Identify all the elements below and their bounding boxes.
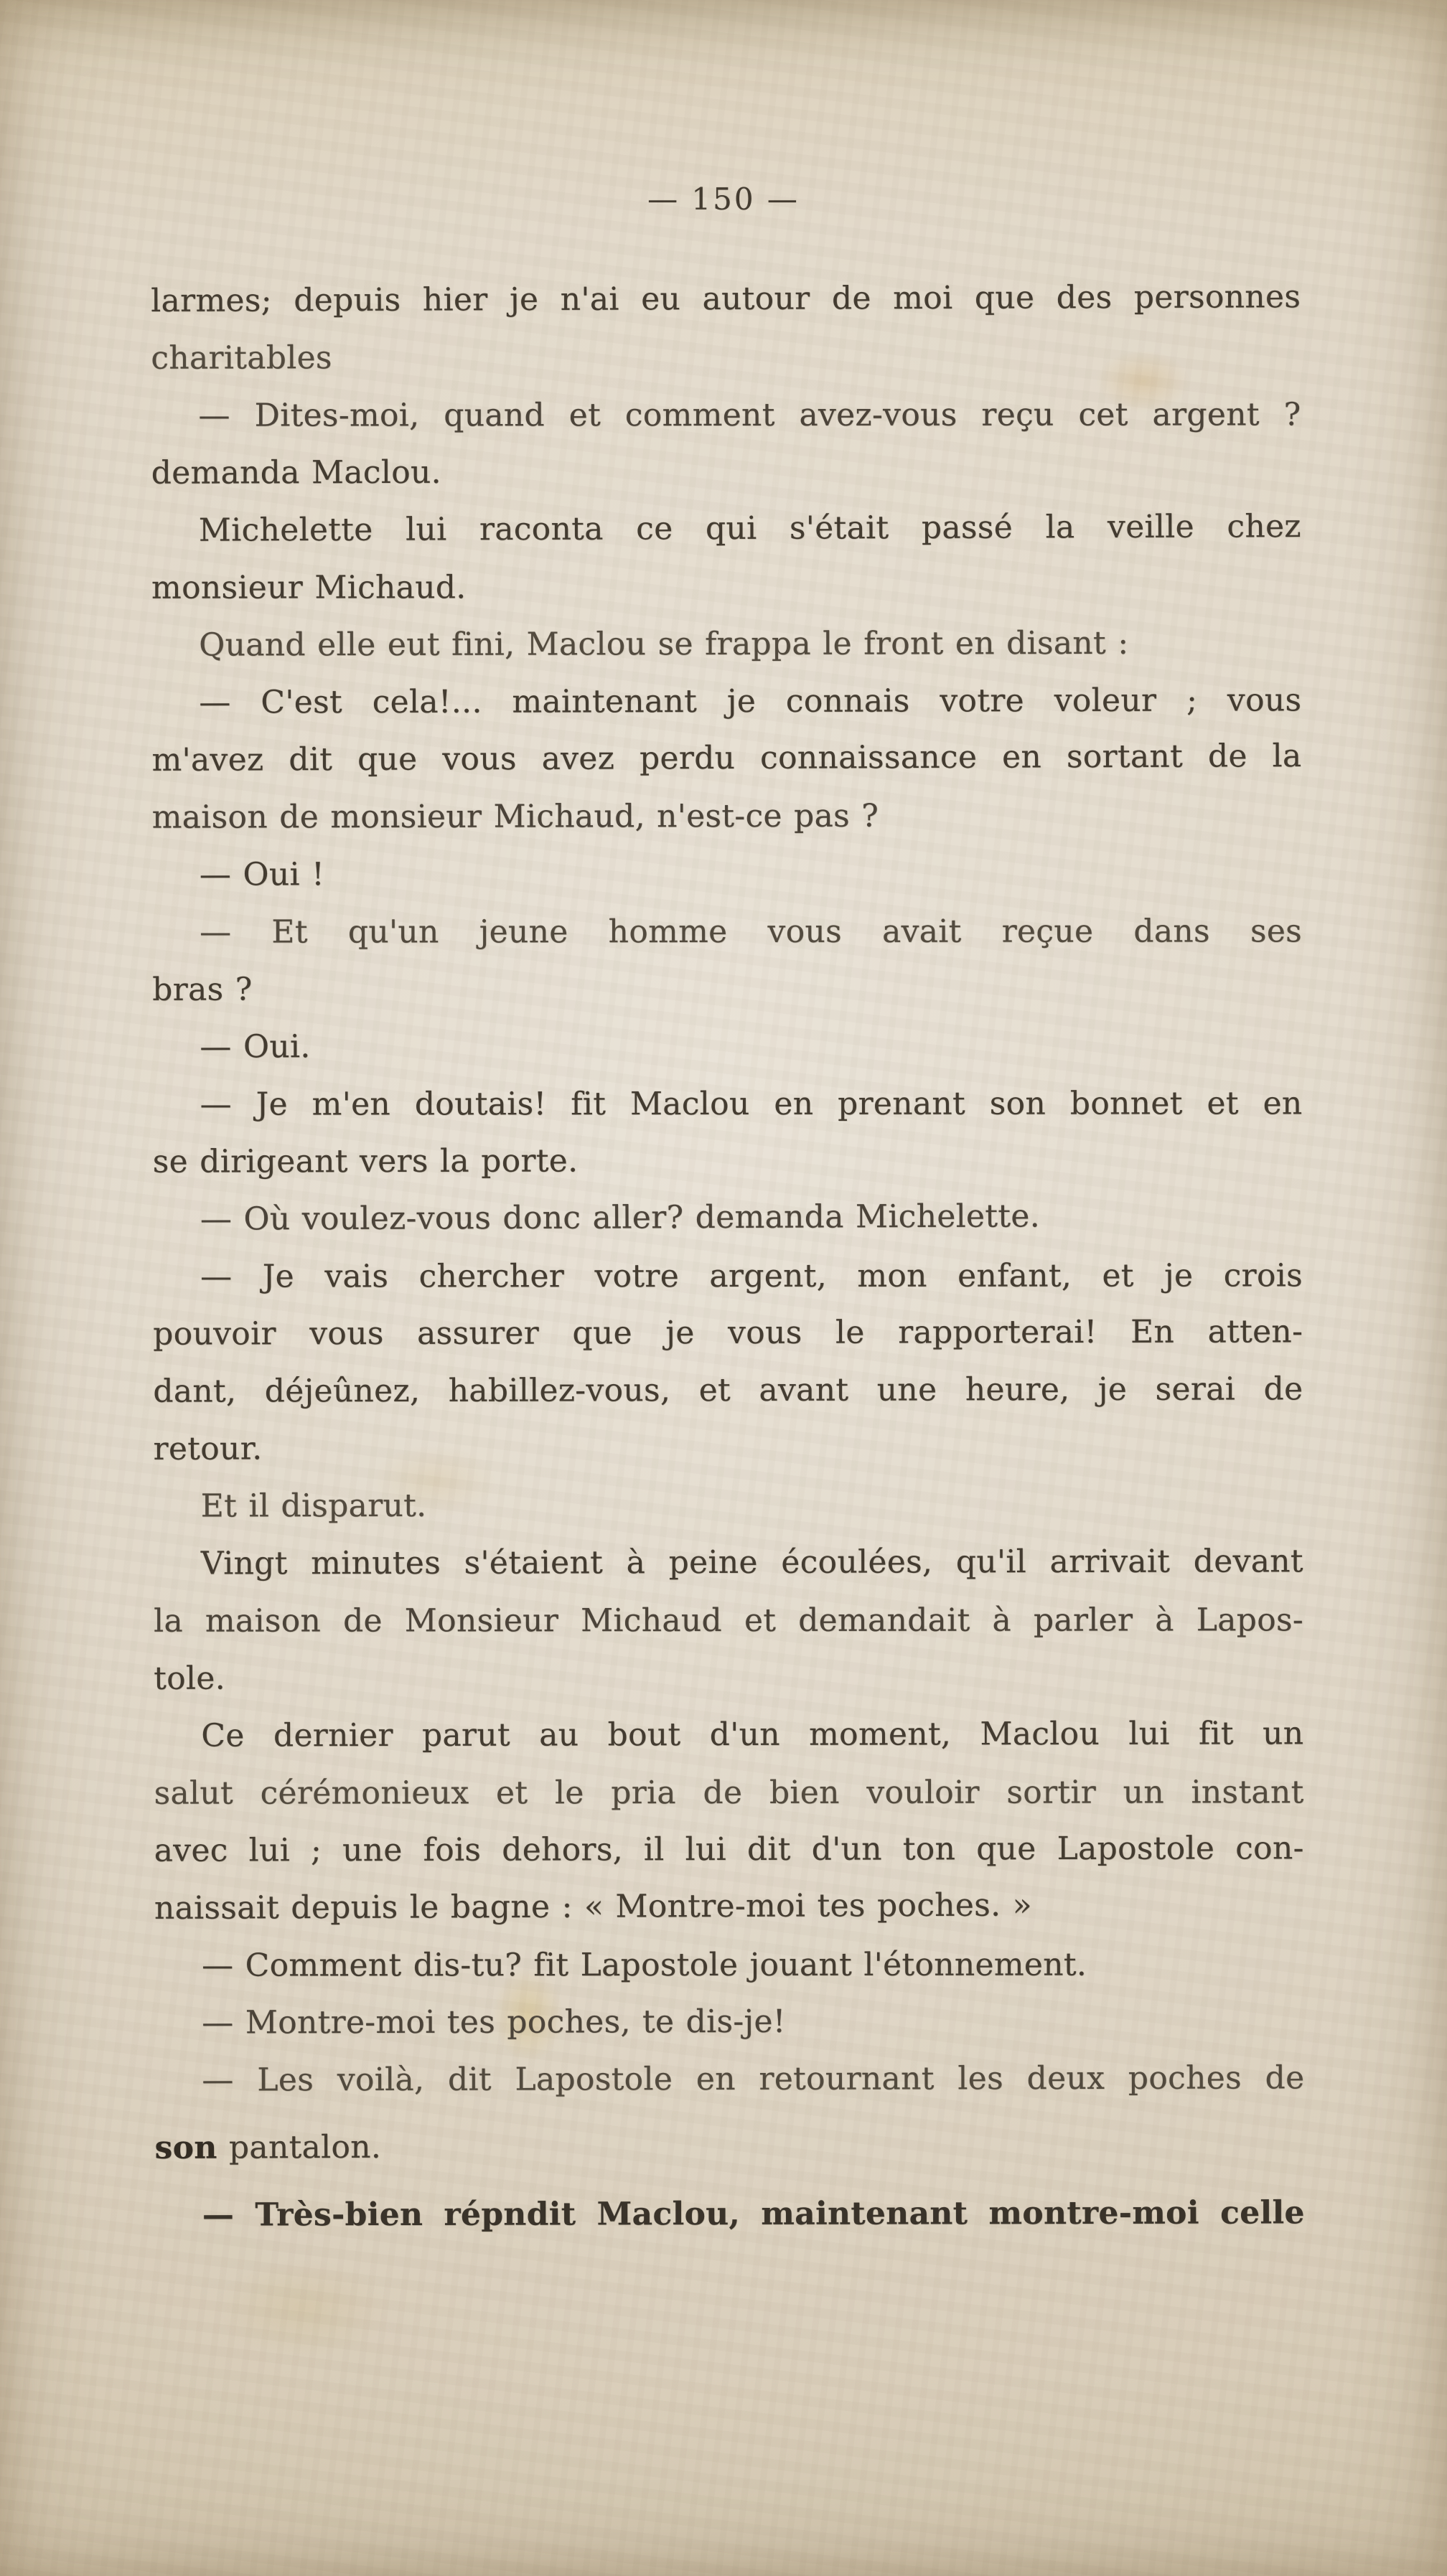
text-line: — Dites-moi, quand et comment avez-vous reçu cet argent ? — [198, 396, 1301, 434]
heavy-ink-word: son — [154, 2129, 217, 2166]
text-block — [151, 270, 1305, 2244]
text-line: — Je m'en doutais! fit Maclou en prenant son bonnet et en — [200, 1085, 1303, 1123]
text-line: la maison de Monsieur Michaud et demandait à parler à Lapos- — [154, 1602, 1304, 1640]
page-number: — 150 — — [647, 182, 800, 217]
text-line: naissait depuis le bagne : « Montre-moi tes poches. » — [154, 1886, 1032, 1927]
text-line: — Très-bien répndit Maclou, maintenant montre-moi celle — [202, 2194, 1305, 2234]
text-line: maison de monsieur Michaud, n'est-ce pas ? — [151, 797, 879, 836]
text-line: tole. — [154, 1660, 226, 1697]
text-line: — Je vais chercher votre argent, mon enfant, et je crois — [200, 1257, 1303, 1295]
text-line: avec lui ; une fois dehors, il lui dit d'un ton que Lapostole con- — [154, 1830, 1304, 1869]
text-line: dant, déjeûnez, habillez-vous, et avant une heure, je serai de — [153, 1371, 1303, 1410]
text-line: bras ? — [152, 971, 253, 1008]
text-line: — Oui ! — [199, 856, 325, 893]
text-line: larmes; depuis hier je n'ai eu autour de moi que des personnes — [151, 278, 1301, 319]
text-line: Vingt minutes s'étaient à peine écoulées, qu'il arrivait devant — [200, 1543, 1303, 1582]
text-line: monsieur Michaud. — [151, 569, 467, 606]
text-line: Michelette lui raconta ce qui s'était passé la veille chez — [198, 508, 1301, 549]
text-line: — C'est cela!... maintenant je connais votre voleur ; vous — [199, 682, 1302, 721]
text-line: Et il disparut. — [200, 1487, 427, 1525]
text-line: son pantalon. — [154, 2128, 382, 2166]
text-line: retour. — [153, 1430, 263, 1467]
text-line: m'avez dit que vous avez perdu connaissance en sortant de la — [151, 738, 1302, 779]
text-line: Ce dernier parut au bout d'un moment, Maclou lui fit un — [201, 1715, 1304, 1754]
text-line: charitables — [151, 339, 332, 377]
text-line: Quand elle eut fini, Maclou se frappa le front en disant : — [199, 624, 1129, 664]
text-line: — Oui. — [200, 1028, 311, 1066]
text-line: — Les voilà, dit Lapostole en retournant les deux poches de — [202, 2059, 1305, 2099]
text-line: demanda Maclou. — [151, 453, 441, 492]
text-line: — Où voulez-vous donc aller? demanda Michelette. — [200, 1198, 1041, 1238]
text-line: — Montre-moi tes poches, te dis-je! — [202, 2003, 786, 2041]
text-line: salut cérémonieux et le pria de bien vouloir sortir un instant — [154, 1774, 1304, 1812]
text-line: se dirigeant vers la porte. — [152, 1142, 579, 1180]
text-line: — Et qu'un jeune homme vous avait reçue dans ses — [200, 913, 1303, 951]
text-line: — Comment dis-tu? fit Lapostole jouant l'étonnement. — [202, 1946, 1087, 1984]
text-line: pouvoir vous assurer que je vous le rapporterai! En atten- — [153, 1313, 1303, 1353]
